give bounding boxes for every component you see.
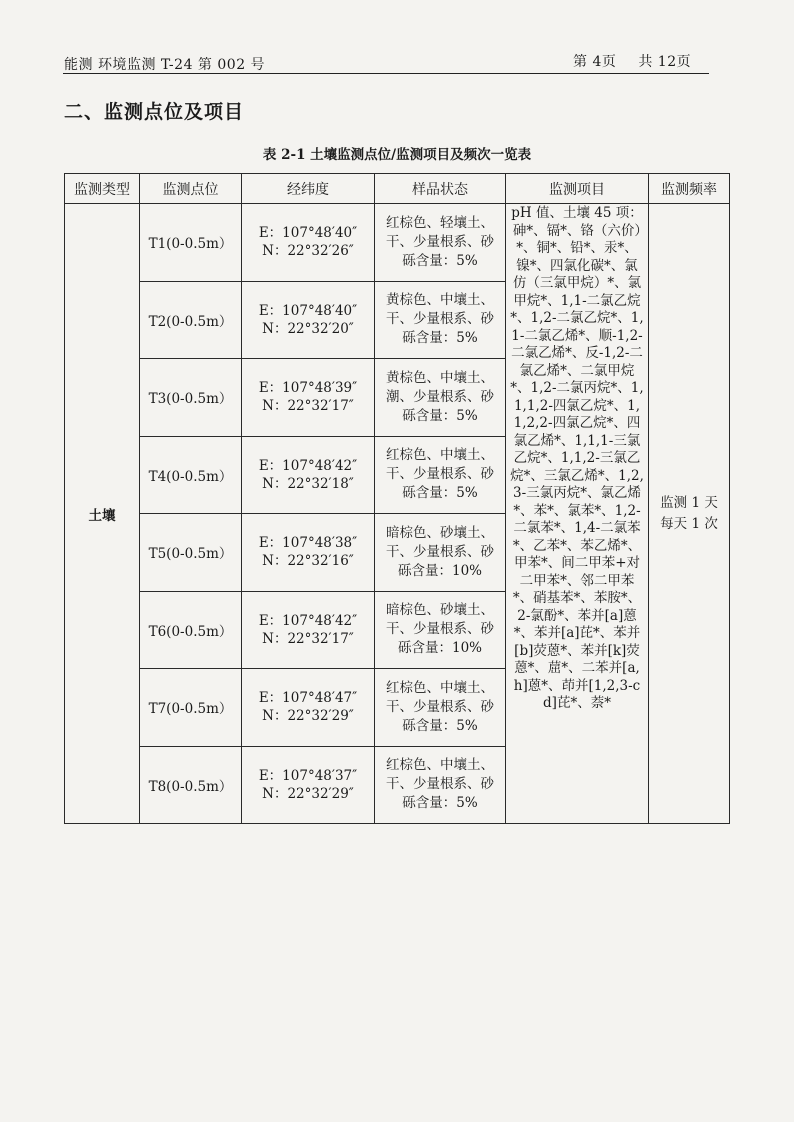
latitude: N：22°32′18″ bbox=[262, 475, 354, 492]
sample-state-line: 干、少量根系、砂 bbox=[386, 698, 494, 715]
sample-state-cell bbox=[375, 669, 506, 747]
section-title: 二、监测点位及项目 bbox=[64, 101, 245, 123]
sample-state-cell bbox=[375, 359, 506, 437]
header-point: 监测点位 bbox=[140, 174, 242, 204]
header-sample-state: 样品状态 bbox=[375, 174, 506, 204]
latitude: N：22°32′26″ bbox=[262, 243, 354, 260]
sample-state-line: 黄棕色、中壤土、 bbox=[386, 292, 494, 309]
sample-state-line: 砾含量：10% bbox=[397, 640, 482, 657]
longitude: E：107°48′42″ bbox=[258, 612, 358, 629]
point-cell: T6(0-0.5m） bbox=[140, 591, 242, 669]
sample-state-line: 干、少量根系、砂 bbox=[386, 621, 494, 638]
sample-state-line: 暗棕色、砂壤土、 bbox=[386, 524, 494, 541]
sample-state-line: 干、少量根系、砂 bbox=[386, 466, 494, 483]
sample-state-line: 干、少量根系、砂 bbox=[386, 776, 494, 793]
sample-state-cell bbox=[375, 204, 506, 282]
header-type: 监测类型 bbox=[65, 174, 140, 204]
sample-state-cell bbox=[375, 436, 506, 514]
sample-state-line: 红棕色、轻壤土、 bbox=[386, 214, 494, 231]
sample-state-line: 干、少量根系、砂 bbox=[386, 233, 494, 250]
table-header-row bbox=[65, 174, 730, 204]
sample-state-cell bbox=[375, 591, 506, 669]
frequency-cell bbox=[649, 204, 730, 824]
point-cell: T8(0-0.5m） bbox=[140, 746, 242, 824]
point-cell: T4(0-0.5m） bbox=[140, 436, 242, 514]
page-current: 第 4页 bbox=[573, 54, 617, 70]
table-row bbox=[65, 204, 730, 282]
longitude: E：107°48′40″ bbox=[258, 302, 358, 319]
report-id: 能测 环境监测 T-24 第 002 号 bbox=[64, 57, 266, 73]
page-indicator bbox=[573, 51, 691, 71]
sample-state-line: 砾含量：5% bbox=[402, 407, 478, 424]
longitude: E：107°48′40″ bbox=[258, 225, 358, 242]
sample-state-line: 砾含量：5% bbox=[402, 252, 478, 269]
sample-state-line: 砾含量：5% bbox=[402, 485, 478, 502]
latitude: N：22°32′29″ bbox=[262, 708, 354, 725]
coordinate-cell bbox=[242, 591, 375, 669]
sample-state-line: 红棕色、中壤土、 bbox=[386, 679, 494, 696]
latitude: N：22°32′17″ bbox=[262, 630, 354, 647]
sample-state-line: 砾含量：5% bbox=[402, 330, 478, 347]
sample-state-line: 黄棕色、中壤土、 bbox=[386, 369, 494, 386]
header-rule bbox=[63, 73, 709, 74]
sample-state-cell bbox=[375, 746, 506, 824]
longitude: E：107°48′37″ bbox=[258, 767, 358, 784]
monitoring-type-cell: 土壤 bbox=[65, 204, 140, 824]
longitude: E：107°48′39″ bbox=[258, 380, 358, 397]
sample-state-line: 砾含量：5% bbox=[402, 795, 478, 812]
sample-state-line: 红棕色、中壤土、 bbox=[386, 447, 494, 464]
header-frequency: 监测频率 bbox=[649, 174, 730, 204]
longitude: E：107°48′38″ bbox=[258, 535, 358, 552]
sample-state-line: 干、少量根系、砂 bbox=[386, 311, 494, 328]
table-caption: 表 2-1 土壤监测点位/监测项目及频次一览表 bbox=[262, 147, 532, 163]
longitude: E：107°48′42″ bbox=[258, 457, 358, 474]
point-cell: T2(0-0.5m） bbox=[140, 281, 242, 359]
coordinate-cell bbox=[242, 359, 375, 437]
latitude: N：22°32′20″ bbox=[262, 320, 354, 337]
point-cell: T7(0-0.5m） bbox=[140, 669, 242, 747]
coordinate-cell bbox=[242, 204, 375, 282]
sample-state-line: 砾含量：5% bbox=[402, 717, 478, 734]
sample-state-line: 潮、少量根系、砂 bbox=[386, 388, 494, 405]
latitude: N：22°32′16″ bbox=[262, 553, 354, 570]
longitude: E：107°48′47″ bbox=[258, 690, 358, 707]
coordinate-cell bbox=[242, 514, 375, 592]
coordinate-cell bbox=[242, 746, 375, 824]
header-items: 监测项目 bbox=[506, 174, 649, 204]
page-total: 共 12页 bbox=[638, 54, 692, 70]
frequency-line: 每天 1 次 bbox=[660, 515, 718, 532]
header-coordinates: 经纬度 bbox=[242, 174, 375, 204]
sample-state-line: 砾含量：10% bbox=[397, 562, 482, 579]
sample-state-line: 干、少量根系、砂 bbox=[386, 543, 494, 560]
sample-state-cell bbox=[375, 281, 506, 359]
coordinate-cell bbox=[242, 436, 375, 514]
sample-state-cell bbox=[375, 514, 506, 592]
frequency-line: 监测 1 天 bbox=[660, 494, 718, 511]
latitude: N：22°32′17″ bbox=[262, 398, 354, 415]
sample-state-line: 暗棕色、砂壤土、 bbox=[386, 602, 494, 619]
coordinate-cell bbox=[242, 281, 375, 359]
monitoring-table bbox=[64, 173, 730, 824]
point-cell: T1(0-0.5m） bbox=[140, 204, 242, 282]
coordinate-cell bbox=[242, 669, 375, 747]
sample-state-line: 红棕色、中壤土、 bbox=[386, 757, 494, 774]
point-cell: T3(0-0.5m） bbox=[140, 359, 242, 437]
monitoring-items-cell: pH 值、土壤 45 项：砷*、镉*、铬（六价）*、铜*、铅*、汞*、镍*、四氯化碳*、氯仿（三氯甲烷）*、氯甲烷*、1,1-二氯乙烷*、1,2-二氯乙烷*、1,1-二氯乙烯*、顺-1,2-二氯乙烯*、反-1,2-二氯乙烯*、二氯甲烷*、1,2-二氯丙烷*、1,1,1,2-四氯乙烷*、1,1,2,2-四氯乙烷*、四氯乙烯*、1,1,1-三氯乙烷*、1,1,2-三氯乙烷*、三氯乙烯*、1,2,3-三氯丙烷*、氯乙烯*、苯*、氯苯*、1,2-二氯苯*、1,4-二氯苯*、乙苯*、苯乙烯*、甲苯*、间二甲苯+对二甲苯*、邻二甲苯*、硝基苯*、苯胺*、2-氯酚*、苯并[a]蒽*、苯并[a]芘*、苯并[b]荧蒽*、苯并[k]荧蒽*、䓛*、二苯并[a,h]蒽*、茚并[1,2,3-cd]芘*、萘* bbox=[506, 204, 649, 824]
point-cell: T5(0-0.5m） bbox=[140, 514, 242, 592]
latitude: N：22°32′29″ bbox=[262, 785, 354, 802]
